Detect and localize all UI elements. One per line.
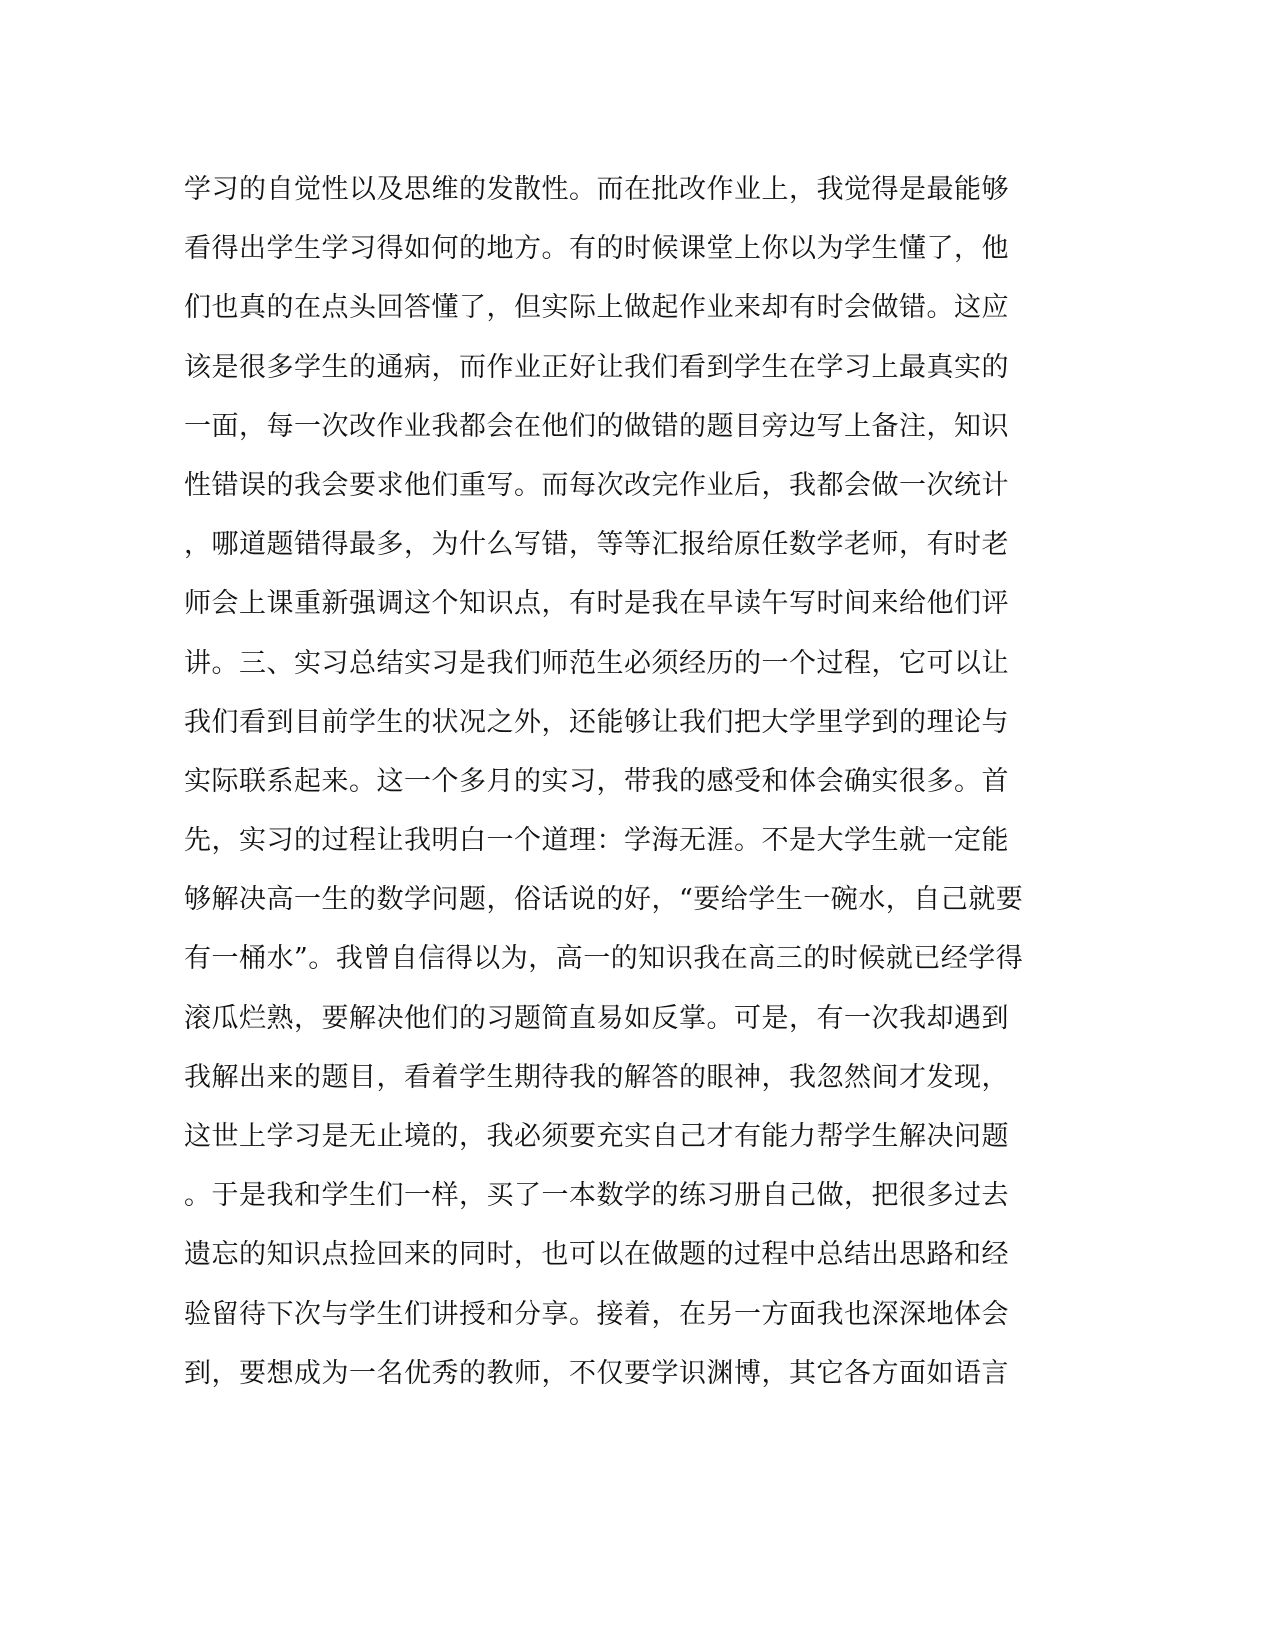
text-line: 有一桶水”。我曾自信得以为，高一的知识我在高三的时候就已经学得 — [184, 943, 1024, 975]
text-line: 一面，每一次改作业我都会在他们的做错的题目旁边写上备注，知识 — [184, 410, 1009, 442]
text-line: 我解出来的题目，看着学生期待我的解答的眼神，我忽然间才发现， — [184, 1061, 1009, 1093]
text-line: 。于是我和学生们一样，买了一本数学的练习册自己做，把很多过去 — [184, 1180, 1009, 1212]
body-text — [184, 160, 1084, 1403]
text-line: 这世上学习是无止境的，我必须要充实自己才有能力帮学生解决问题 — [184, 1121, 1009, 1152]
text-line: 实际联系起来。这一个多月的实习，带我的感受和体会确实很多。首 — [184, 765, 1009, 797]
text-line: 遗忘的知识点捡回来的同时，也可以在做题的过程中总结出思路和经 — [184, 1239, 1009, 1271]
text-line: 师会上课重新强调这个知识点，有时是我在早读午写时间来给他们评 — [184, 588, 1009, 620]
text-line: ，哪道题错得最多，为什么写错，等等汇报给原任数学老师，有时老 — [184, 529, 1009, 561]
text-line: 够解决高一生的数学问题，俗话说的好，“要给学生一碗水，自己就要 — [184, 884, 1024, 916]
text-line: 学习的自觉性以及思维的发散性。而在批改作业上，我觉得是最能够 — [184, 174, 1009, 205]
text-line: 该是很多学生的通病，而作业正好让我们看到学生在学习上最真实的 — [184, 351, 1009, 383]
text-line: 们也真的在点头回答懂了，但实际上做起作业来却有时会做错。这应 — [184, 292, 1009, 324]
text-line: 性错误的我会要求他们重写。而每次改完作业后，我都会做一次统计 — [184, 469, 1009, 501]
text-line: 到，要想成为一名优秀的教师，不仅要学识渊博，其它各方面如语言 — [184, 1357, 1009, 1389]
text-line: 验留待下次与学生们讲授和分享。接着，在另一方面我也深深地体会 — [184, 1298, 1009, 1330]
text-line: 先，实习的过程让我明白一个道理：学海无涯。不是大学生就一定能 — [184, 825, 1009, 857]
text-line: 看得出学生学习得如何的地方。有的时候课堂上你以为学生懂了，他 — [184, 233, 1009, 265]
text-line: 我们看到目前学生的状况之外，还能够让我们把大学里学到的理论与 — [184, 706, 1009, 738]
text-line: 讲。三、实习总结实习是我们师范生必须经历的一个过程，它可以让 — [184, 647, 1009, 679]
text-line: 滚瓜烂熟，要解决他们的习题简直易如反掌。可是，有一次我却遇到 — [184, 1002, 1009, 1034]
